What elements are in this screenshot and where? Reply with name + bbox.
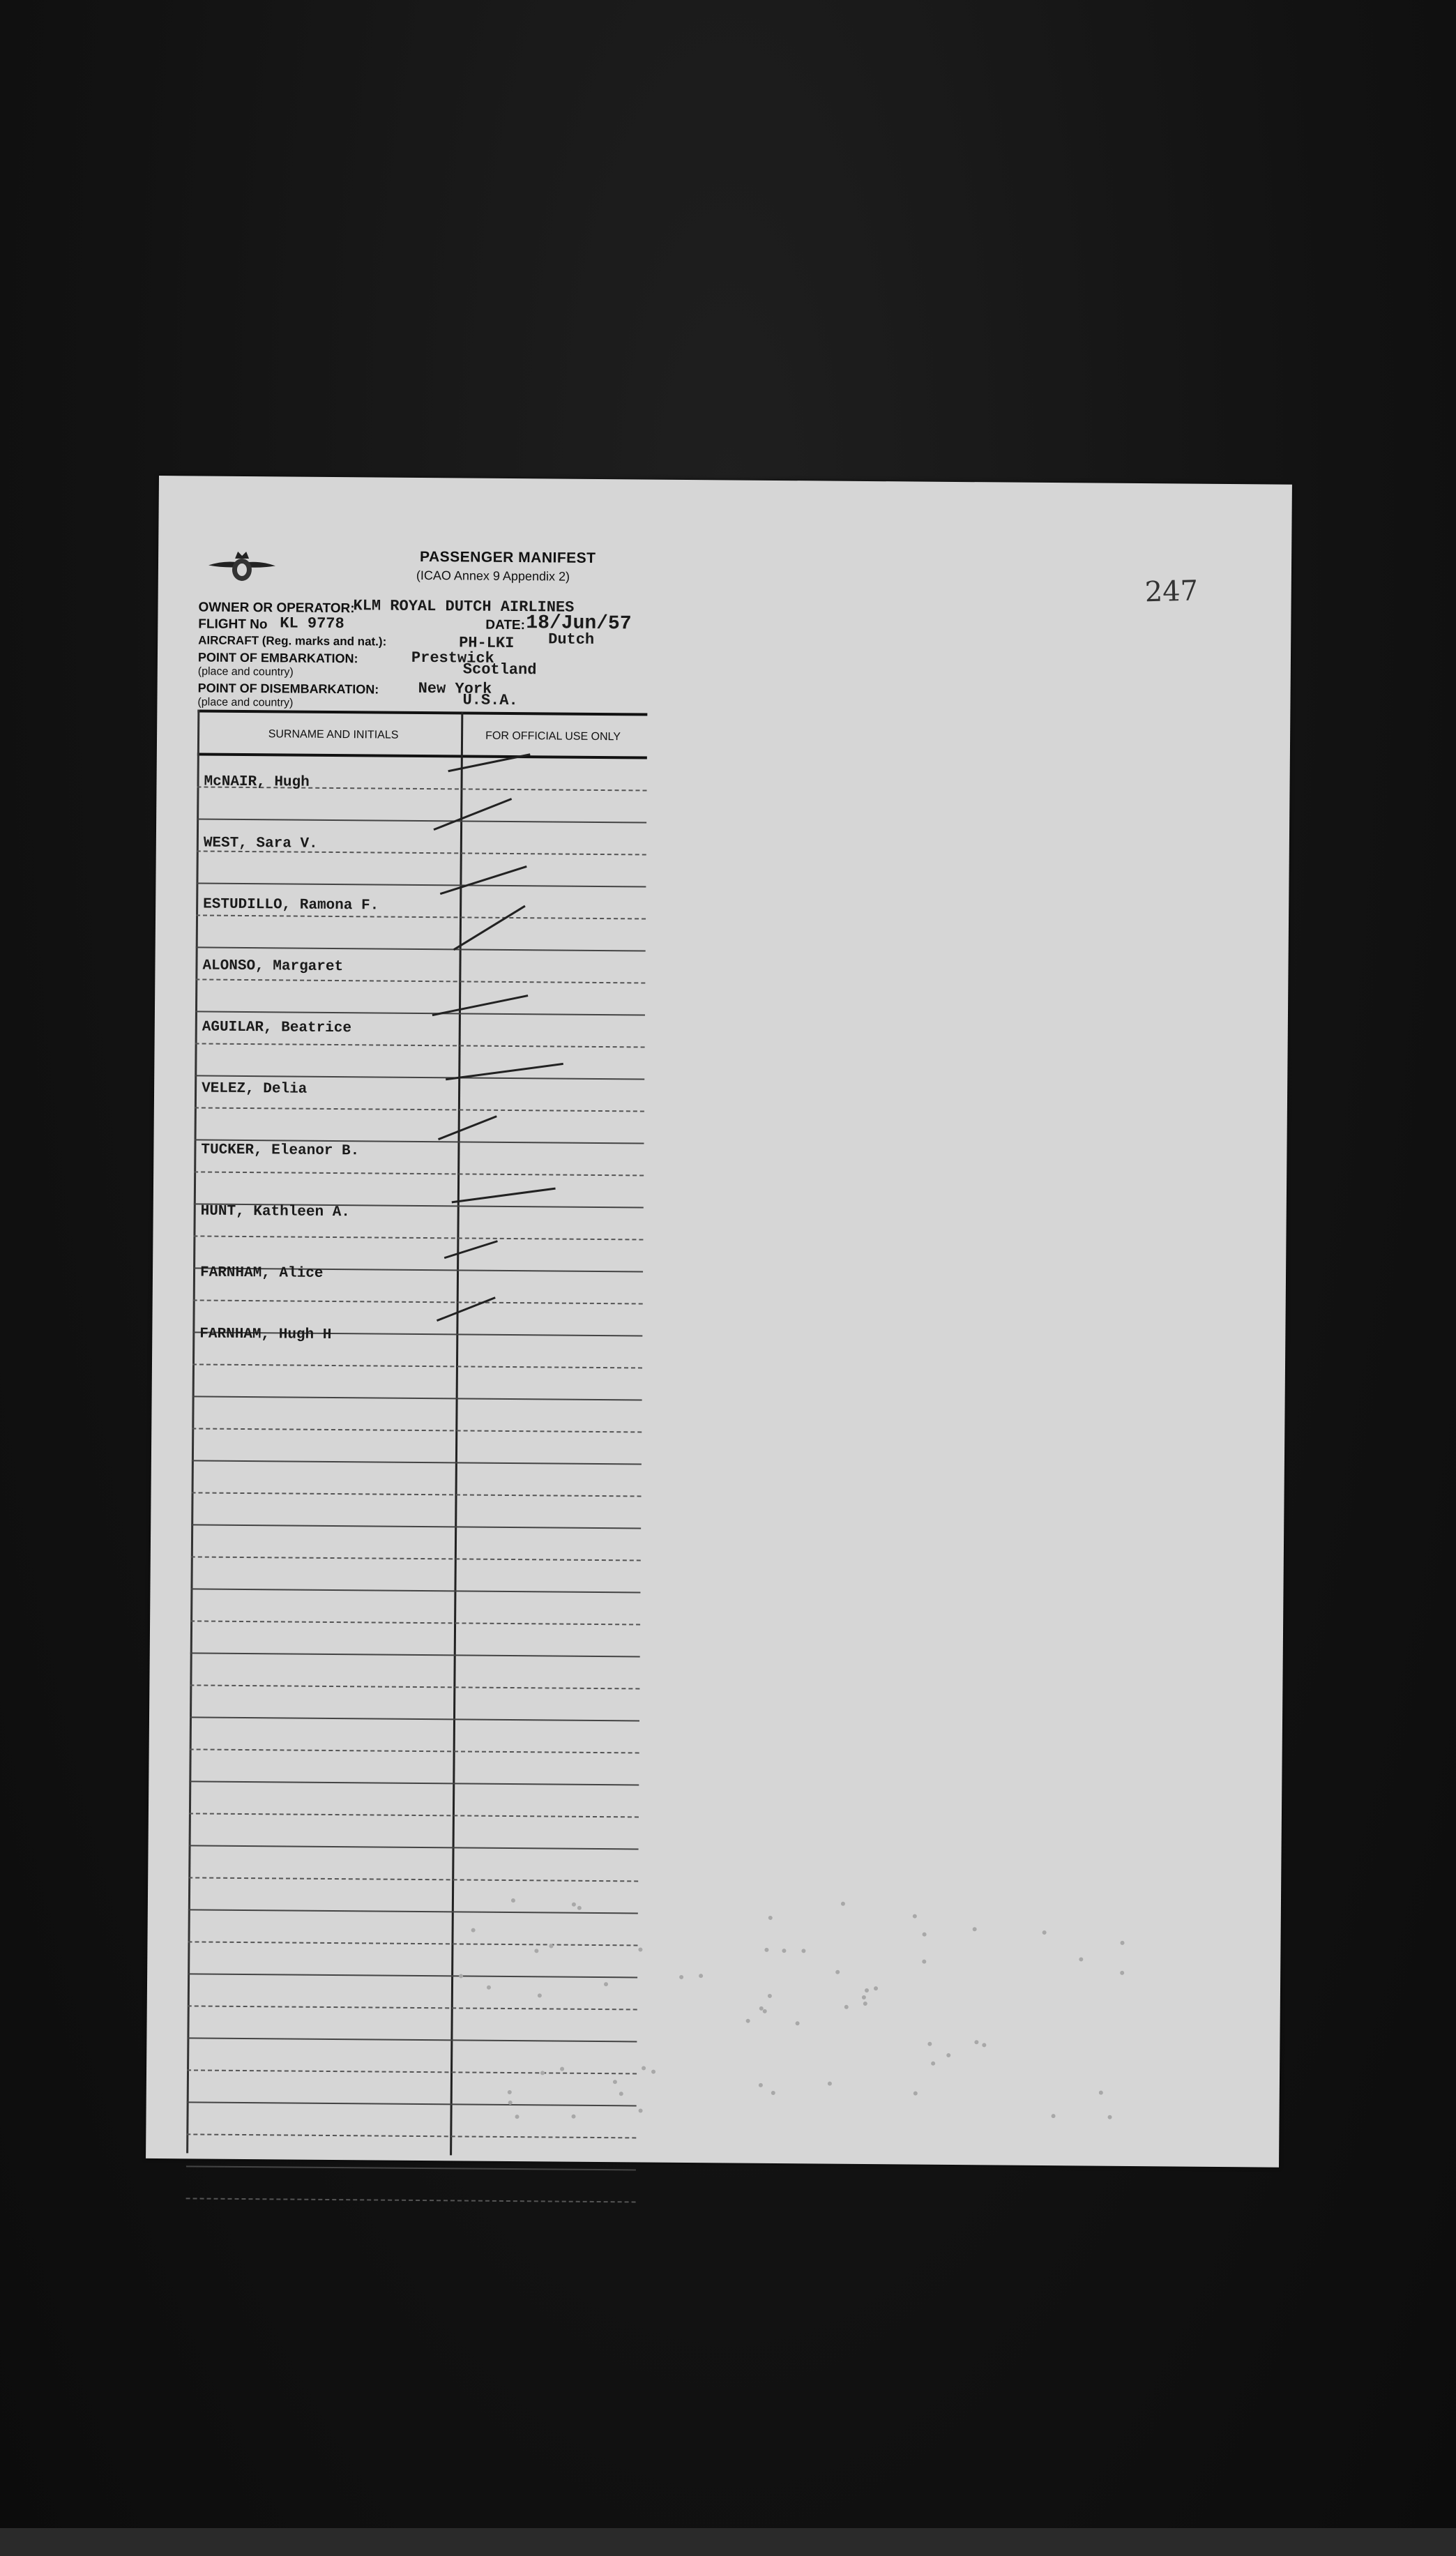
paper-speck (771, 2091, 775, 2095)
paper-speck (651, 2070, 655, 2074)
paper-speck (844, 2005, 849, 2009)
ruled-line (190, 1654, 639, 1689)
ruled-line (190, 1718, 639, 1753)
paper-speck (638, 1947, 642, 1951)
paper-speck (534, 1949, 538, 1953)
paper-speck (931, 2062, 935, 2066)
paper-speck (927, 2042, 932, 2046)
ruled-line (196, 916, 646, 951)
film-edge-strip (0, 2528, 1456, 2556)
paper-speck (1042, 1930, 1047, 1935)
passenger-name: FARNHAM, Hugh H (199, 1326, 332, 1343)
paper-speck (604, 1982, 608, 1986)
paper-speck (471, 1928, 476, 1933)
passenger-name: AGUILAR, Beatrice (202, 1019, 352, 1037)
paper-speck (1120, 1971, 1124, 1975)
ruled-line (190, 1557, 640, 1593)
ruled-line (191, 1525, 641, 1561)
paper-speck (538, 1993, 542, 1997)
ruled-line (197, 787, 646, 823)
paper-speck (511, 1898, 515, 1903)
paper-speck (613, 2080, 617, 2084)
ruled-line (189, 1750, 639, 1785)
disembarkation-place: New York (418, 679, 492, 698)
aircraft-label: AIRCRAFT (Reg. marks and nat.): (198, 633, 387, 649)
ruled-line (186, 2167, 636, 2202)
paper-speck (835, 1970, 840, 1974)
paper-speck (639, 2108, 643, 2112)
passenger-name: FARNHAM, Alice (199, 1264, 324, 1282)
manifest-title: PASSENGER MANIFEST (420, 548, 596, 566)
paper-speck (768, 1916, 773, 1920)
disembarkation-sub-label: (place and country) (197, 696, 294, 709)
ruled-line (195, 980, 645, 1015)
paper-speck (459, 1974, 463, 1978)
paper-speck (913, 1914, 917, 1919)
klm-crown-logo-icon (207, 545, 277, 587)
flight-label: FLIGHT No (198, 617, 268, 633)
column-header-official: FOR OFFICIAL USE ONLY (485, 729, 621, 743)
paper-speck (1099, 2091, 1103, 2095)
paper-speck (540, 2071, 545, 2075)
paper-speck (508, 2090, 512, 2094)
paper-speck (572, 1903, 576, 1907)
paper-speck (913, 2092, 918, 2096)
passenger-name: TUCKER, Eleanor B. (201, 1142, 360, 1160)
ruled-line (195, 1108, 644, 1144)
embarkation-place: Prestwick (411, 649, 494, 667)
passenger-name: HUNT, Kathleen A. (200, 1203, 351, 1221)
ruled-line (190, 1686, 639, 1721)
ruled-line (192, 1429, 642, 1465)
paper-speck (828, 2082, 832, 2086)
paper-speck (865, 1988, 869, 1992)
paper-speck (801, 1949, 805, 1953)
passenger-name: ALONSO, Margaret (202, 958, 344, 976)
disembarkation-country: U.S.A. (462, 691, 518, 710)
ruled-line (196, 852, 646, 887)
passenger-name: ESTUDILLO, Ramona F. (203, 896, 379, 914)
paper-speck (1052, 2114, 1056, 2118)
embarkation-sub-label: (place and country) (197, 665, 294, 679)
paper-speck (1108, 2115, 1112, 2119)
ruled-line (192, 1365, 642, 1400)
paper-speck (572, 2115, 576, 2119)
paper-speck (874, 1986, 878, 1990)
paper-speck (782, 1949, 786, 1953)
table-top-rule (197, 709, 647, 716)
paper-speck (577, 1906, 582, 1910)
paper-speck (764, 1948, 768, 1952)
paper-speck (841, 1902, 845, 1906)
paper-speck (515, 2115, 520, 2119)
paper-speck (768, 1994, 772, 1998)
ruled-line (194, 1172, 644, 1208)
page-number: 247 (1144, 575, 1199, 609)
paper-speck (759, 2083, 763, 2087)
paper-speck (759, 2006, 764, 2011)
paper-speck (487, 1986, 491, 1990)
paper-speck (946, 2053, 950, 2057)
paper-speck (508, 2101, 513, 2105)
ruled-line (192, 1461, 642, 1497)
disembarkation-label: POINT OF DISEMBARKATION: (197, 681, 379, 697)
flight-value: KL 9778 (280, 614, 344, 633)
paper-speck (679, 1975, 683, 1979)
ruled-line (191, 1493, 641, 1529)
paper-speck (974, 2040, 978, 2044)
owner-value: KLM ROYAL DUTCH AIRLINES (353, 597, 575, 617)
paper-speck (922, 1960, 926, 1964)
ruled-line (188, 1846, 638, 1882)
paper-speck (763, 2009, 767, 2013)
paper-speck (699, 1974, 703, 1978)
embarkation-label: POINT OF EMBARKATION: (197, 650, 358, 666)
paper-speck (619, 2092, 623, 2096)
column-header-surname: SURNAME AND INITIALS (268, 728, 399, 741)
ruled-line (189, 1782, 639, 1817)
manifest-page (146, 476, 1292, 2168)
paper-speck (982, 2043, 986, 2047)
ruled-line (190, 1589, 640, 1625)
paper-speck (862, 1995, 866, 1999)
paper-speck (642, 2066, 646, 2071)
paper-speck (863, 2002, 867, 2006)
paper-speck (923, 1933, 927, 1937)
paper-speck (746, 2019, 750, 2023)
paper-speck (560, 2067, 564, 2071)
paper-speck (549, 1944, 553, 1948)
passenger-name: WEST, Sara V. (203, 835, 318, 852)
embarkation-country: Scotland (462, 660, 537, 679)
owner-label: OWNER OR OPERATOR: (198, 600, 355, 617)
paper-speck (796, 2021, 800, 2025)
paper-specks (453, 1893, 1187, 2136)
paper-speck (1079, 1957, 1083, 1961)
ruled-line (189, 1814, 639, 1850)
ruled-line (195, 1044, 644, 1080)
ruled-line (186, 2135, 636, 2170)
passenger-name: VELEZ, Delia (202, 1080, 308, 1098)
ruled-line (192, 1397, 642, 1432)
paper-speck (973, 1927, 977, 1931)
date-label: DATE: (485, 617, 526, 633)
date-value: 18/Jun/57 (526, 612, 632, 635)
aircraft-nationality: Dutch (548, 630, 595, 649)
ruled-line (190, 1621, 640, 1657)
paper-speck (1120, 1941, 1124, 1945)
passenger-name: McNAIR, Hugh (204, 773, 310, 791)
aircraft-value: PH-LKI (459, 634, 515, 653)
manifest-subtitle: (ICAO Annex 9 Appendix 2) (416, 568, 570, 584)
